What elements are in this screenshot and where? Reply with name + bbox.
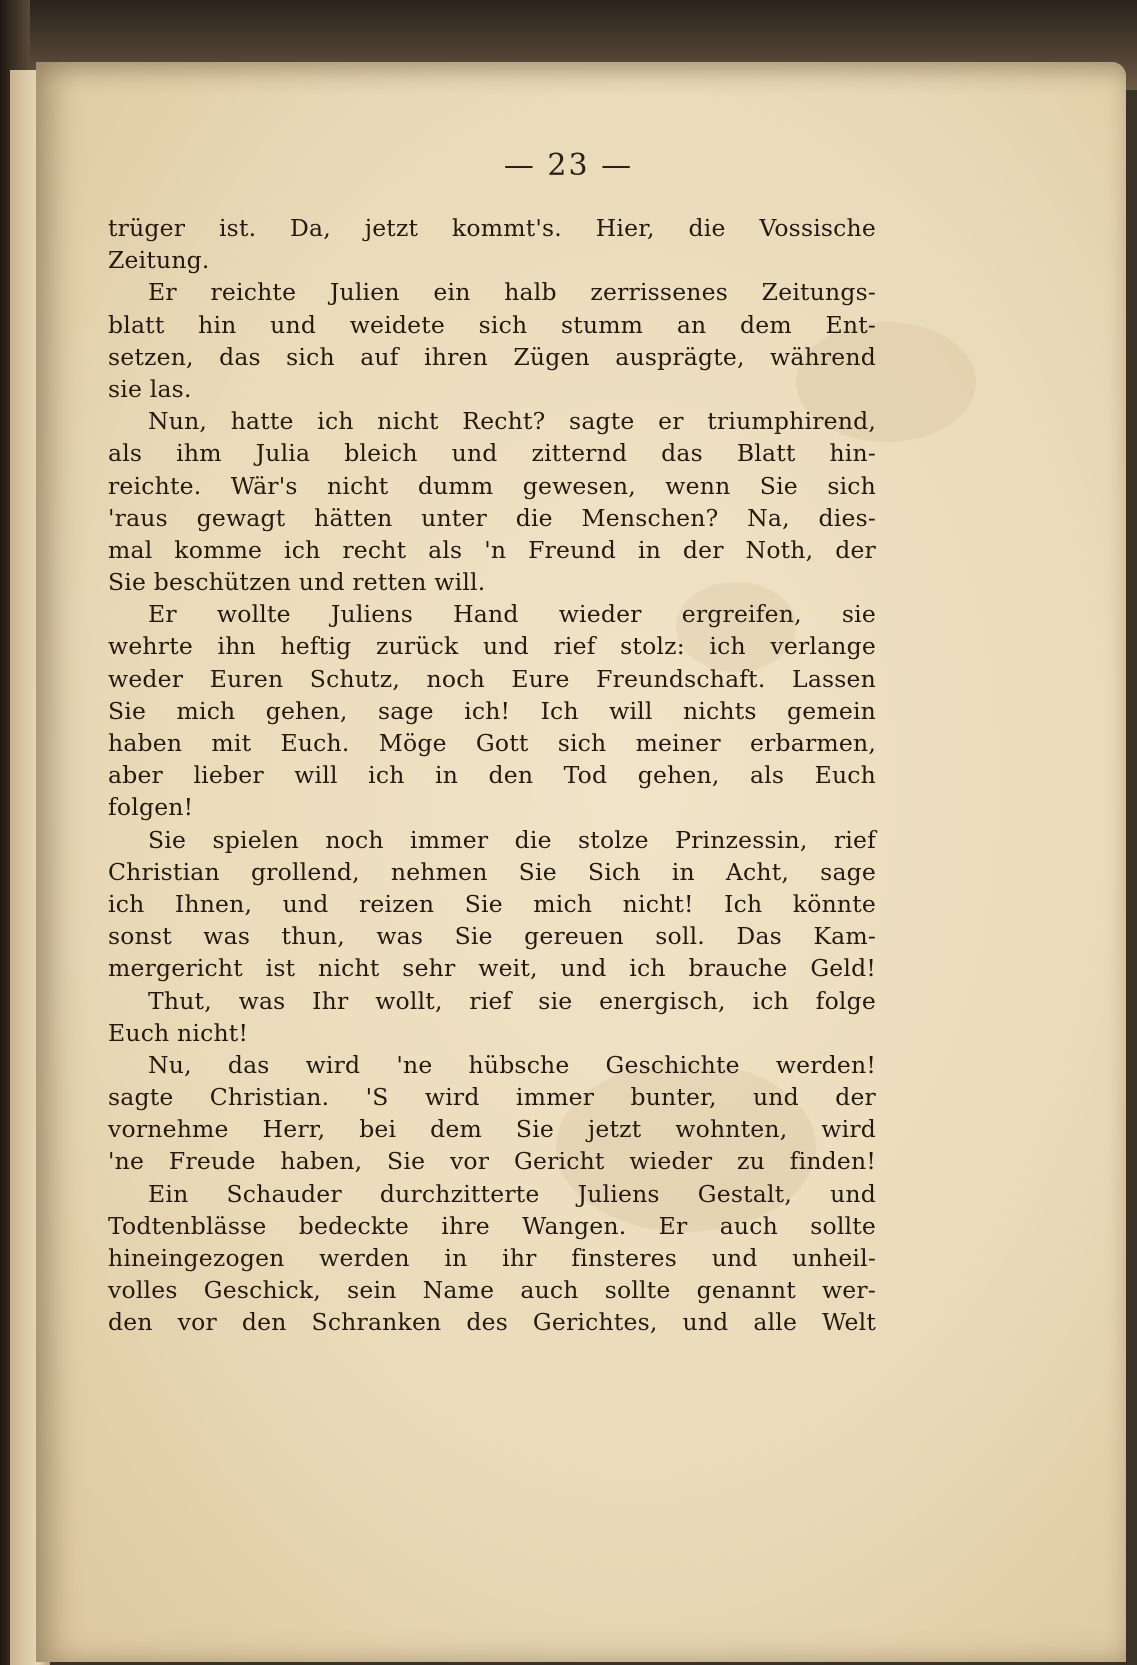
text-line: als ihm Julia bleich und zitternd das Blatt hin- — [108, 439, 876, 468]
text-line: weder Euren Schutz, noch Eure Freundschaft. Lassen — [108, 664, 876, 693]
text-line: ich Ihnen, und reizen Sie mich nicht! Ich könnte — [108, 889, 876, 918]
text-line: mal komme ich recht als 'n Freund in der Noth, der — [108, 535, 876, 564]
text-line: blatt hin und weidete sich stumm an dem Ent- — [108, 310, 876, 339]
text-line: haben mit Euch. Möge Gott sich meiner erbarmen, — [108, 729, 876, 757]
text-line: Nun, hatte ich nicht Recht? sagte er triumphirend, — [148, 407, 876, 436]
text-line: reichte. Wär's nicht dumm gewesen, wenn Sie sich — [108, 471, 876, 500]
text-line: Er reichte Julien ein halb zerrissenes Zeitungs- — [148, 278, 876, 307]
text-line: sie las. — [108, 374, 192, 403]
text-line: volles Geschick, sein Name auch sollte genannt wer- — [108, 1276, 876, 1305]
text-line: Ein Schauder durchzitterte Juliens Gestalt, und — [148, 1179, 876, 1208]
text-line: hineingezogen werden in ihr finsteres und unheil- — [108, 1244, 876, 1272]
text-line: sagte Christian. 'S wird immer bunter, und der — [108, 1083, 876, 1112]
text-line: Todtenblässe bedeckte ihre Wangen. Er auch sollte — [108, 1211, 876, 1240]
text-line: setzen, das sich auf ihren Zügen ausprägte, während — [108, 342, 876, 371]
text-line: trüger ist. Da, jetzt kommt's. Hier, die Vossische — [108, 214, 876, 242]
text-line: aber lieber will ich in den Tod gehen, als Euch — [108, 761, 876, 790]
text-line: sonst was thun, was Sie gereuen soll. Das Kam- — [108, 922, 876, 951]
text-line: mergericht ist nicht sehr weit, und ich brauche Geld! — [108, 954, 876, 983]
text-line: Christian grollend, nehmen Sie Sich in Acht, sage — [108, 857, 876, 886]
text-line: 'ne Freude haben, Sie vor Gericht wieder zu finden! — [108, 1147, 876, 1176]
text-line: Sie mich gehen, sage ich! Ich will nichts gemein — [108, 696, 876, 725]
text-line: wehrte ihn heftig zurück und rief stolz: ich verlange — [108, 632, 876, 661]
text-line: Euch nicht! — [108, 1018, 249, 1047]
text-line: Sie beschützen und retten will. — [108, 568, 486, 597]
text-line: Er wollte Juliens Hand wieder ergreifen, sie — [148, 600, 876, 629]
text-line: 'raus gewagt hätten unter die Menschen? Na, dies- — [108, 503, 876, 532]
text-line: folgen! — [108, 793, 194, 822]
text-line: Zeitung. — [108, 246, 210, 275]
text-line: Thut, was Ihr wollt, rief sie energisch, ich folge — [148, 986, 876, 1015]
page-number: — 23 — — [503, 148, 634, 183]
text-line: Nu, das wird 'ne hübsche Geschichte werden! — [148, 1050, 876, 1079]
body-text — [108, 212, 876, 1339]
text-line: Sie spielen noch immer die stolze Prinzessin, rief — [148, 825, 876, 854]
text-line: vornehme Herr, bei dem Sie jetzt wohnten, wird — [108, 1115, 876, 1144]
text-line: den vor den Schranken des Gerichtes, und alle Welt — [108, 1308, 876, 1337]
